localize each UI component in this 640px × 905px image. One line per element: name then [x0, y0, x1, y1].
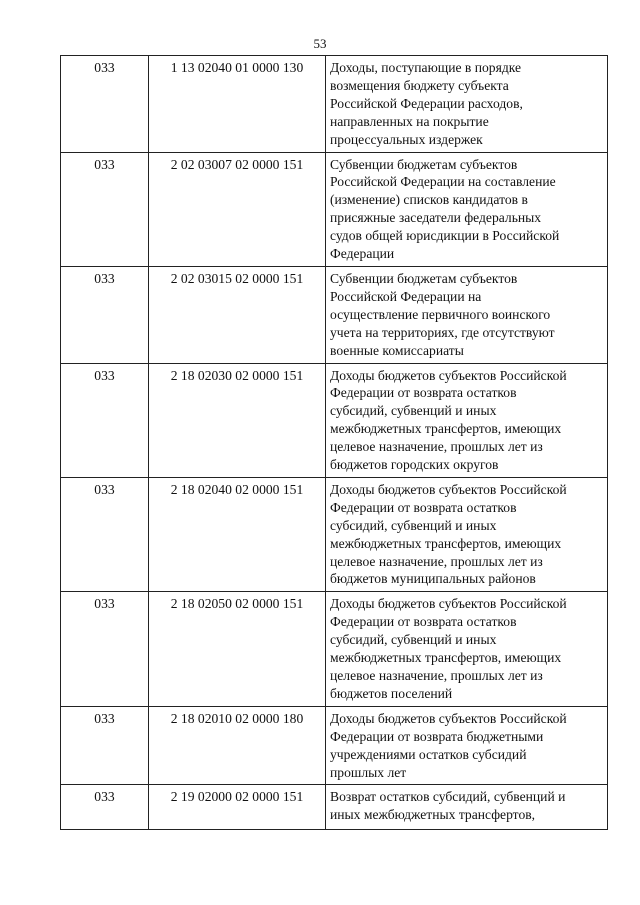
- table-row: [61, 706, 608, 785]
- description-line: Федерации от возврата бюджетными: [330, 728, 544, 744]
- description-cell: [326, 706, 608, 785]
- description-line: Российской Федерации на: [330, 288, 482, 304]
- description-line: процессуальных издержек: [330, 131, 483, 147]
- description-line: Доходы бюджетов субъектов Российской: [330, 481, 567, 497]
- description-line: Доходы бюджетов субъектов Российской: [330, 710, 567, 726]
- description-line: межбюджетных трансфертов, имеющих: [330, 535, 562, 551]
- admin-code-cell: 033: [61, 266, 149, 363]
- table-body: [61, 56, 608, 830]
- description-line: субсидий, субвенций и иных: [330, 403, 497, 419]
- description-line: Доходы, поступающие в порядке: [330, 60, 522, 75]
- description-cell: [326, 266, 608, 363]
- description-cell: [326, 477, 608, 591]
- description-line: учета на территориях, где отсутствуют: [330, 324, 555, 340]
- budget-code-cell: 2 19 02000 02 0000 151: [149, 785, 326, 830]
- table-row: [61, 56, 608, 153]
- description-cell: [326, 152, 608, 266]
- description-cell: [326, 56, 608, 153]
- description-line: прошлых лет: [330, 764, 407, 780]
- description-line: осуществление первичного воинского: [330, 306, 551, 322]
- description-line: целевое назначение, прошлых лет из: [330, 439, 543, 455]
- description-line: целевое назначение, прошлых лет из: [330, 553, 543, 569]
- budget-code-cell: 2 18 02050 02 0000 151: [149, 592, 326, 706]
- description-line: направленных на покрытие: [330, 113, 489, 129]
- table-row: [61, 592, 608, 706]
- description-line: Российской Федерации на составление: [330, 174, 556, 190]
- table-row: [61, 152, 608, 266]
- table-row: [61, 477, 608, 591]
- description-line: Российской Федерации расходов,: [330, 95, 523, 111]
- description-line: Федерации от возврата остатков: [330, 385, 517, 401]
- description-line: Субвенции бюджетам субъектов: [330, 270, 518, 286]
- budget-code-cell: 2 02 03007 02 0000 151: [149, 152, 326, 266]
- admin-code-cell: 033: [61, 706, 149, 785]
- description-line: иных межбюджетных трансфертов,: [330, 807, 536, 823]
- description-line: Возврат остатков субсидий, субвенций и: [330, 789, 566, 805]
- description-line: судов общей юрисдикции в Российской: [330, 228, 560, 244]
- description-cell: [326, 785, 608, 830]
- budget-code-cell: 1 13 02040 01 0000 130: [149, 56, 326, 153]
- description-line: Субвенции бюджетам субъектов: [330, 156, 518, 172]
- description-line: целевое назначение, прошлых лет из: [330, 668, 543, 683]
- admin-code-cell: 033: [61, 592, 149, 706]
- budget-classification-table: [60, 55, 608, 830]
- description-line: межбюджетных трансфертов, имеющих: [330, 650, 562, 666]
- description-line: Доходы бюджетов субъектов Российской: [330, 367, 567, 383]
- budget-code-cell: 2 02 03015 02 0000 151: [149, 266, 326, 363]
- description-line: бюджетов городских округов: [330, 457, 499, 473]
- description-line: военные комиссариаты: [330, 342, 464, 358]
- description-line: учреждениями остатков субсидий: [330, 746, 527, 762]
- description-line: бюджетов поселений: [330, 685, 453, 701]
- description-line: присяжные заседатели федеральных: [330, 210, 542, 226]
- table-row: [61, 785, 608, 830]
- description-line: (изменение) списков кандидатов в: [330, 192, 528, 208]
- admin-code-cell: 033: [61, 477, 149, 591]
- admin-code-cell: 033: [61, 56, 149, 153]
- description-line: Федерации от возврата остатков: [330, 499, 517, 515]
- budget-code-cell: 2 18 02010 02 0000 180: [149, 706, 326, 785]
- description-line: субсидий, субвенций и иных: [330, 517, 497, 533]
- description-line: Федерации: [330, 246, 395, 262]
- budget-code-cell: 2 18 02040 02 0000 151: [149, 477, 326, 591]
- description-line: Федерации от возврата остатков: [330, 614, 517, 630]
- description-line: бюджетов муниципальных районов: [330, 571, 536, 587]
- description-line: Доходы бюджетов субъектов Российской: [330, 596, 567, 612]
- table-row: [61, 266, 608, 363]
- description-line: возмещения бюджету субъекта: [330, 77, 509, 93]
- admin-code-cell: 033: [61, 152, 149, 266]
- admin-code-cell: 033: [61, 363, 149, 477]
- description-cell: [326, 363, 608, 477]
- description-line: субсидий, субвенций и иных: [330, 632, 497, 648]
- admin-code-cell: 033: [61, 785, 149, 830]
- page-number: 53: [313, 36, 327, 51]
- description-line: межбюджетных трансфертов, имеющих: [330, 421, 562, 437]
- budget-code-cell: 2 18 02030 02 0000 151: [149, 363, 326, 477]
- table-row: [61, 363, 608, 477]
- description-cell: [326, 592, 608, 706]
